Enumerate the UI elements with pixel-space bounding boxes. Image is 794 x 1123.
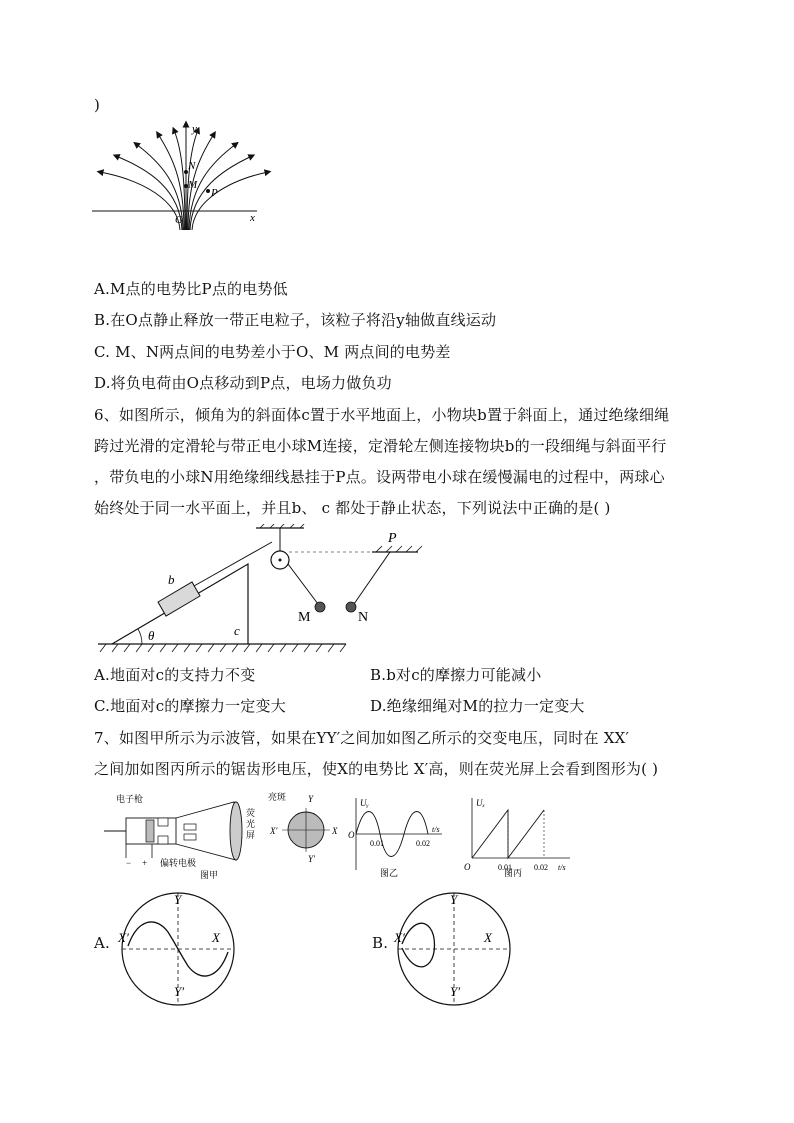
ball-m-label: M <box>298 610 311 625</box>
point-m-label: M <box>188 179 198 191</box>
fig-bing-tick-1: 0.01 <box>498 863 512 872</box>
q5-option-b: B.在O点静止释放一带正电粒子，该粒子将沿y轴做直线运动 <box>94 311 497 329</box>
q6-option-b: B.b对c的摩擦力可能减小 <box>370 666 542 684</box>
screen-label-3: 屏 <box>246 830 256 840</box>
fig-yi-tick-2: 0.02 <box>416 839 430 848</box>
previous-question-fragment: ) <box>94 96 101 114</box>
q6-stem-line-4: 始终处于同一水平面上，并且b、 c 都处于静止状态，下列说法中正确的是( ) <box>94 499 611 517</box>
sawtooth-voltage-figure <box>460 794 576 880</box>
y-axis-label: y <box>192 123 197 135</box>
screen-label-1: 荧 <box>246 808 256 818</box>
q6-option-a: A.地面对c的支持力不变 <box>94 666 256 684</box>
theta-label: θ <box>148 628 155 643</box>
fig-bing-tick-2: 0.02 <box>534 863 548 872</box>
block-b-label: b <box>168 572 175 587</box>
q7-stem-line-2: 之间加如图丙所示的锯齿形电压，使X的电势比 X′高，则在荧光屏上会看到图形为( ) <box>94 760 659 778</box>
q5-option-c: C. M、N两点间的电势差小于O、M 两点间的电势差 <box>94 343 451 361</box>
minus-sign: − <box>126 858 132 868</box>
field-lines-figure <box>92 120 272 230</box>
fig-bing-origin: O <box>464 862 471 872</box>
q6-option-c: C.地面对c的摩擦力一定变大 <box>94 697 286 715</box>
disp-b-y2-label: Y′ <box>450 984 461 999</box>
fig-bing-ylabel: Uₓ <box>476 798 486 808</box>
q6-stem-line-3: ，带负电的小球N用绝缘细线悬挂于P点。设两带电小球在缓慢漏电的过程中，两球心 <box>94 468 665 486</box>
disp-b-x2-label: X′ <box>394 930 405 945</box>
disp-a-y-label: Y <box>174 892 182 907</box>
screen-x2-label: X′ <box>270 826 278 836</box>
q7-option-a-label: A. <box>94 934 111 952</box>
sine-voltage-figure <box>346 794 446 880</box>
q5-option-a: A.M点的电势比P点的电势低 <box>94 280 288 298</box>
screen-y2-label: Y′ <box>308 854 315 864</box>
disp-a-y2-label: Y′ <box>174 984 185 999</box>
fig-yi-origin: O <box>348 830 355 840</box>
fig-bing-caption: 图丙 <box>504 868 523 878</box>
q5-option-d: D.将负电荷由O点移动到P点，电场力做负功 <box>94 374 392 392</box>
fig-yi-caption: 图乙 <box>380 868 399 878</box>
fig-bing-tlabel: t/s <box>558 863 566 872</box>
screen-y-label: Y <box>308 794 314 804</box>
fig-yi-tick-1: 0.01 <box>370 839 384 848</box>
point-p-label: P <box>211 187 218 199</box>
fig-yi-ylabel: Uᵧ <box>360 798 369 808</box>
spot-label: 亮斑 <box>268 792 287 802</box>
point-n-label: N <box>188 160 196 172</box>
incline-pulley-figure <box>96 524 456 654</box>
ball-n-label: N <box>358 610 369 625</box>
q6-stem-line-2: 跨过光滑的定滑轮与带正电小球M连接，定滑轮左侧连接物块b的一段细绳与斜面平行 <box>94 437 667 455</box>
fig-jia-caption: 图甲 <box>200 870 219 880</box>
disp-a-x2-label: X′ <box>118 930 129 945</box>
q6-stem-line-1: 6、如图所示，倾角为的斜面体c置于水平地面上，小物块b置于斜面上，通过绝缘细绳 <box>94 406 670 424</box>
oscilloscope-tube-figure <box>96 790 346 880</box>
plus-sign: + <box>142 858 148 868</box>
fig-yi-tlabel: t/s <box>432 825 440 834</box>
disp-b-x-label: X <box>484 930 492 945</box>
q7-option-b-label: B. <box>372 934 389 952</box>
origin-label: O <box>175 214 183 226</box>
screen-x-label: X <box>332 826 338 836</box>
x-axis-label: x <box>250 212 255 224</box>
q6-option-d: D.绝缘细绳对M的拉力一定变大 <box>370 697 585 715</box>
q7-stem-line-1: 7、如图甲所示为示波管，如果在YY′之间加如图乙所示的交变电压，同时在 XX′ <box>94 729 630 747</box>
disp-a-x-label: X <box>212 930 220 945</box>
deflect-electrode-label: 偏转电极 <box>160 858 197 868</box>
disp-b-y-label: Y <box>450 892 458 907</box>
screen-label-2: 光 <box>246 819 256 829</box>
q7-option-a-display <box>112 888 244 1010</box>
q7-option-b-display <box>388 888 520 1010</box>
electron-gun-label: 电子枪 <box>116 794 144 804</box>
incline-c-label: c <box>234 623 240 638</box>
point-p-label: P <box>388 531 397 546</box>
